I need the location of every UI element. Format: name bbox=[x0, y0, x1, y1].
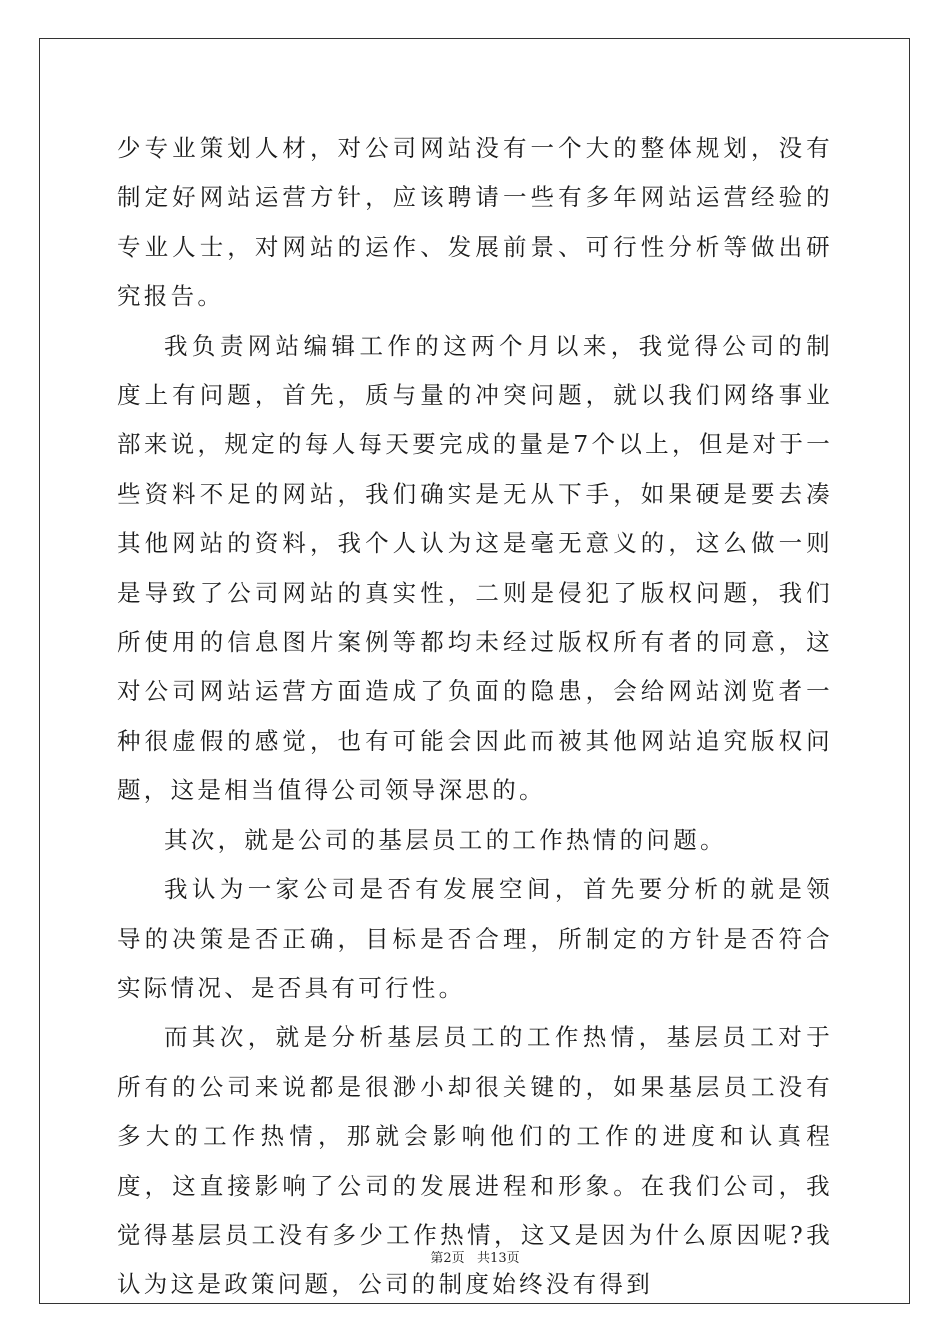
paragraph-4: 我认为一家公司是否有发展空间，首先要分析的就是领导的决策是否正确，目标是否合理，所制定的方针是否符合实际情况、是否具有可行性。 bbox=[117, 875, 833, 1002]
page-number: 第2页 共13页 bbox=[430, 1251, 520, 1266]
paragraph-2: 我负责网站编辑工作的这两个月以来，我觉得公司的制度上有问题，首先，质与量的冲突问题，就以我们网络事业部来说，规定的每人每天要完成的量是7个以上，但是对于一些资料不足的网站，我们确实是无从下手，如果硬是要去凑其他网站的资料，我个人认为这是毫无意义的，这么做一则是导致了公司网站的真实性，二则是侵犯了版权问题，我们所使用的信息图片案例等都均未经过版权所有者的同意，这对公司网站运营方面造成了负面的隐患，会给网站浏览者一种很虚假的感觉，也有可能会因此而被其他网站追究版权问题，这是相当值得公司领导深思的。 bbox=[117, 331, 833, 805]
document-body bbox=[117, 124, 833, 1310]
paragraph-5: 而其次，就是分析基层员工的工作热情，基层员工对于所有的公司来说都是很渺小却很关键的，如果基层员工没有多大的工作热情，那就会影响他们的工作的进度和认真程度，这直接影响了公司的发展进程和形象。在我们公司，我觉得基层员工没有多少工作热情，这又是因为什么原因呢?我认为这是政策问题，公司的制度始终没有得到 bbox=[117, 1023, 833, 1299]
paragraph-1: 少专业策划人材，对公司网站没有一个大的整体规划，没有制定好网站运营方针，应该聘请一些有多年网站运营经验的专业人士，对网站的运作、发展前景、可行性分析等做出研究报告。 bbox=[117, 134, 833, 311]
paragraph-3: 其次，就是公司的基层员工的工作热情的问题。 bbox=[164, 825, 727, 854]
